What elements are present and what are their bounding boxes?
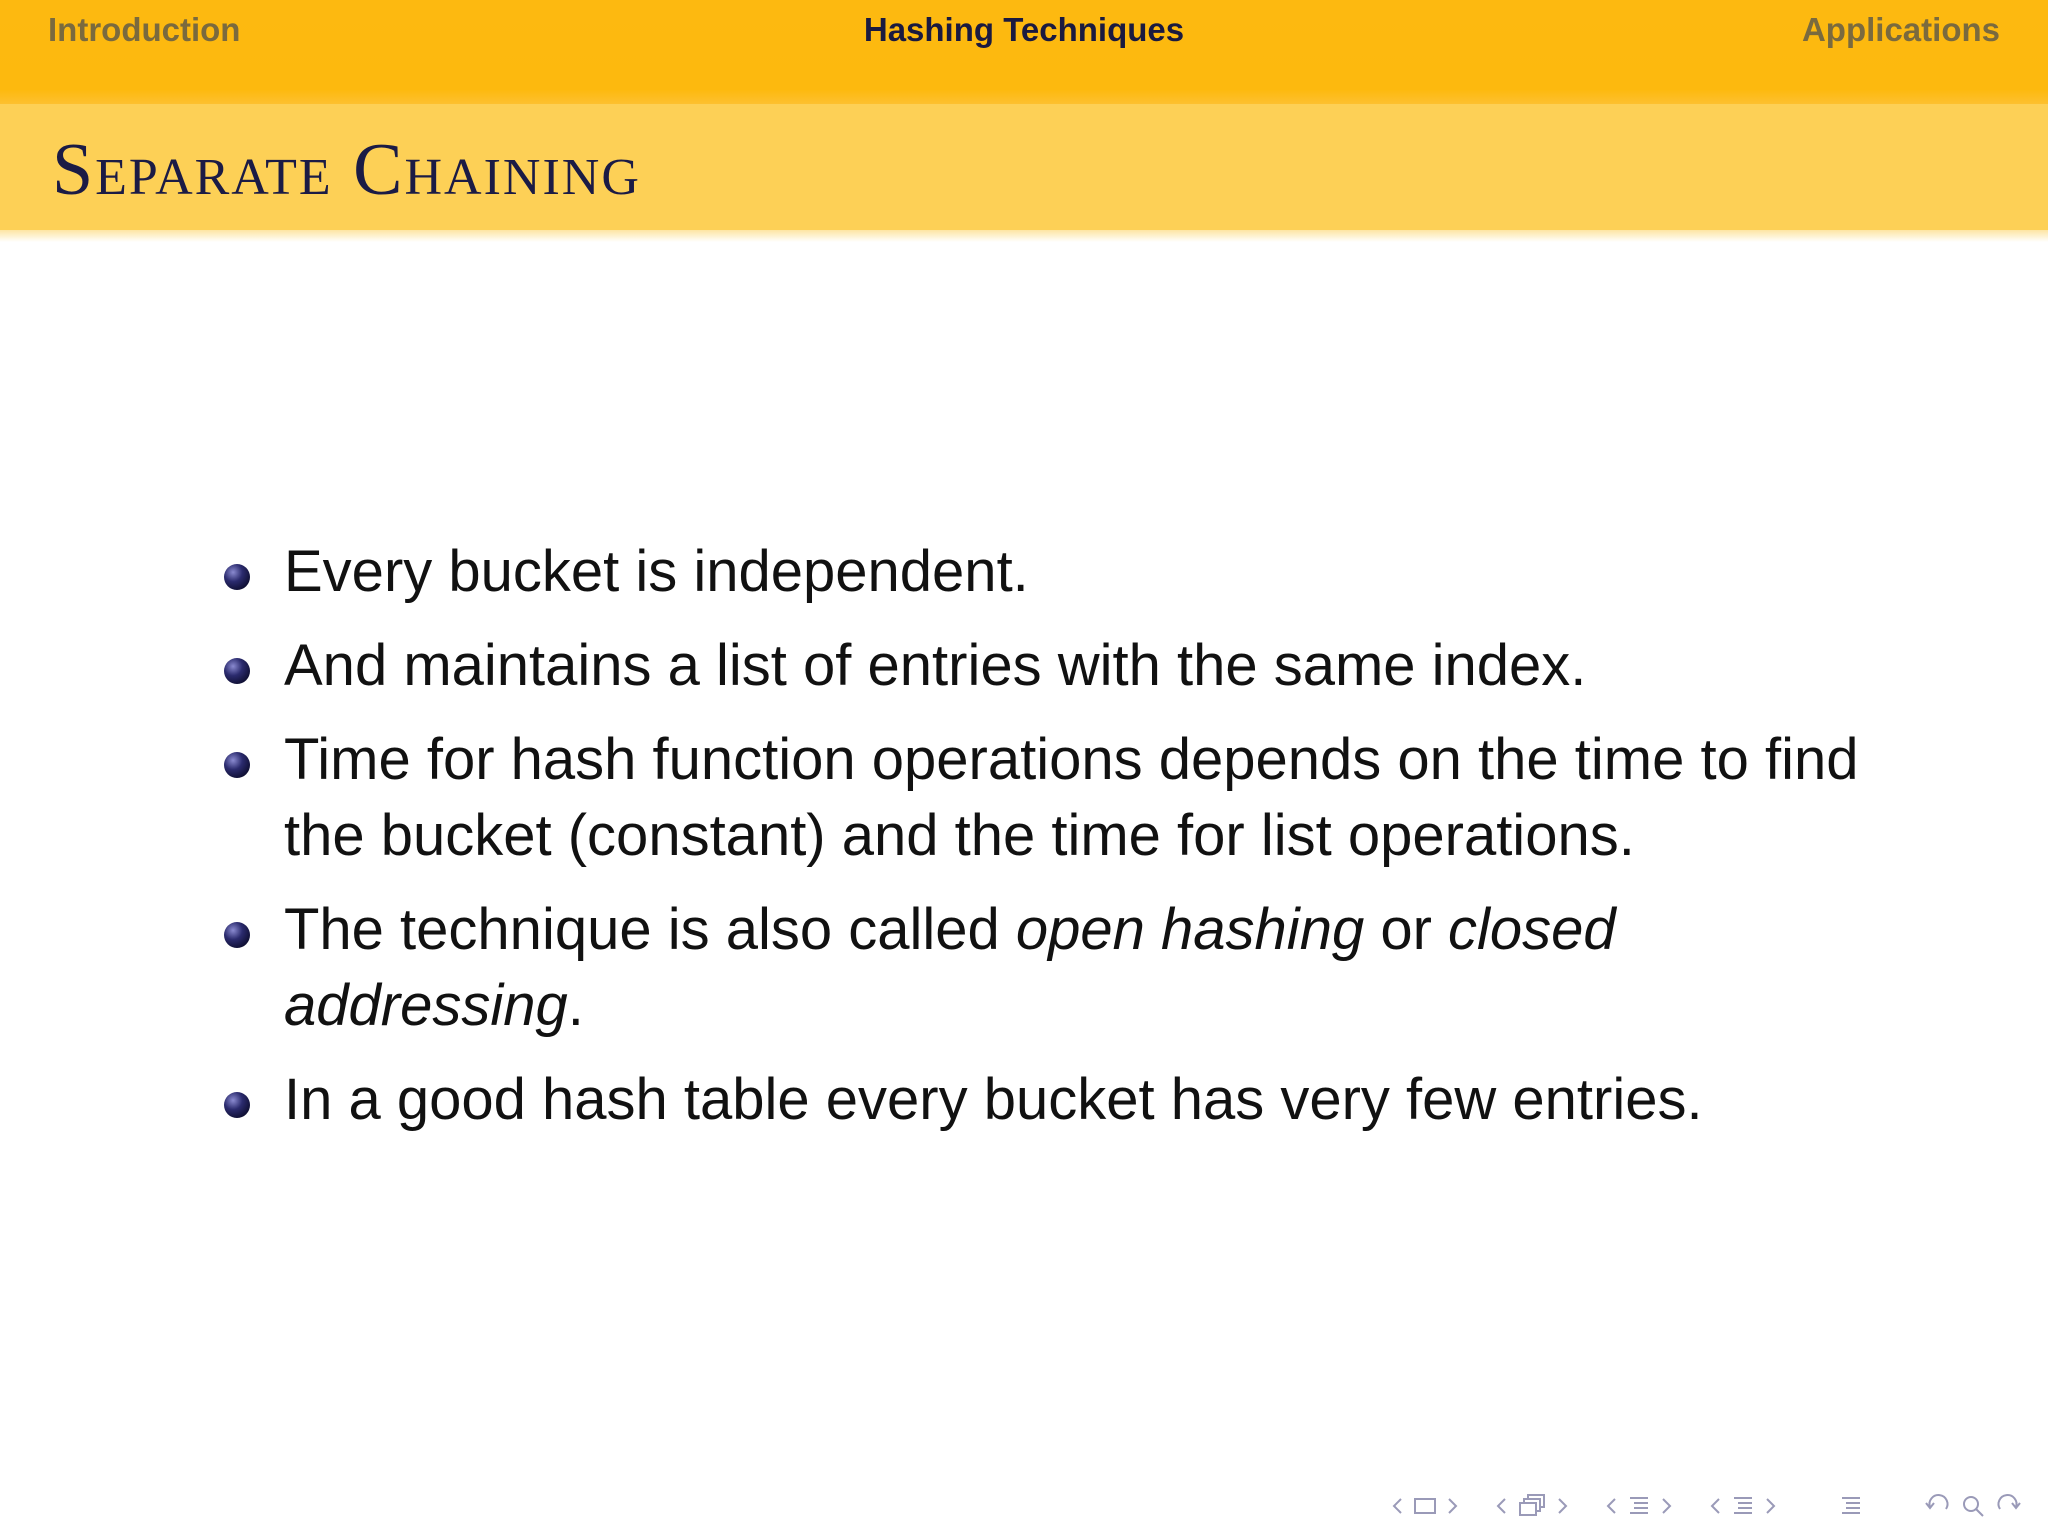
search-icon[interactable] — [1960, 1493, 1986, 1519]
list-item — [222, 628, 1922, 704]
document-icon[interactable] — [1730, 1493, 1756, 1519]
slide-title: Separate Chaining — [52, 129, 641, 211]
bullet-text: Time for hash function operations depends on the time to find the bucket (constant) and the time for list operations. — [284, 727, 1859, 868]
bullet-text-after: . — [567, 973, 584, 1038]
prev-document-icon[interactable] — [1708, 1496, 1722, 1516]
nav-section-introduction[interactable]: Introduction — [48, 11, 241, 48]
next-section-icon[interactable] — [1660, 1496, 1674, 1516]
term-closed-addressing: closed addressing — [284, 897, 1616, 1038]
section-nav-bar — [0, 0, 2048, 104]
bullet-text: In a good hash table every bucket has very few entries. — [284, 1067, 1703, 1132]
list-item — [222, 722, 1922, 874]
term-open-hashing: open hashing — [1015, 897, 1365, 962]
nav-section-current-wrapper — [0, 10, 2048, 50]
list-item — [222, 892, 1922, 1044]
bullet-text-before: The technique is also called — [284, 897, 1016, 962]
bullet-icon — [224, 658, 250, 684]
appendix-icon[interactable] — [1838, 1493, 1864, 1519]
prev-subsection-icon[interactable] — [1494, 1496, 1508, 1516]
title-shadow — [0, 230, 2048, 242]
prev-frame-icon[interactable] — [1390, 1496, 1404, 1516]
next-subsection-icon[interactable] — [1556, 1496, 1570, 1516]
bullet-list — [222, 534, 1922, 1138]
bullet-icon — [224, 922, 250, 948]
nav-section-hashing-techniques[interactable]: Hashing Techniques — [863, 11, 1185, 48]
bullet-text-middle: or — [1364, 897, 1449, 962]
bullet-icon — [224, 752, 250, 778]
nav-section-applications[interactable]: Applications — [1801, 11, 2000, 48]
back-icon[interactable] — [1924, 1493, 1952, 1519]
forward-icon[interactable] — [1994, 1493, 2022, 1519]
subsection-icon[interactable] — [1516, 1493, 1548, 1519]
next-document-icon[interactable] — [1764, 1496, 1778, 1516]
list-item — [222, 1062, 1922, 1138]
bullet-text: And maintains a list of entries with the same index. — [284, 633, 1587, 698]
bullet-icon — [224, 1092, 250, 1118]
navigation-symbols — [1386, 1486, 2026, 1526]
bullet-icon — [224, 564, 250, 590]
frame-icon[interactable] — [1412, 1495, 1438, 1517]
prev-section-icon[interactable] — [1604, 1496, 1618, 1516]
list-item — [222, 534, 1922, 610]
next-frame-icon[interactable] — [1446, 1496, 1460, 1516]
section-icon[interactable] — [1626, 1493, 1652, 1519]
bullet-text: Every bucket is independent. — [284, 539, 1029, 604]
